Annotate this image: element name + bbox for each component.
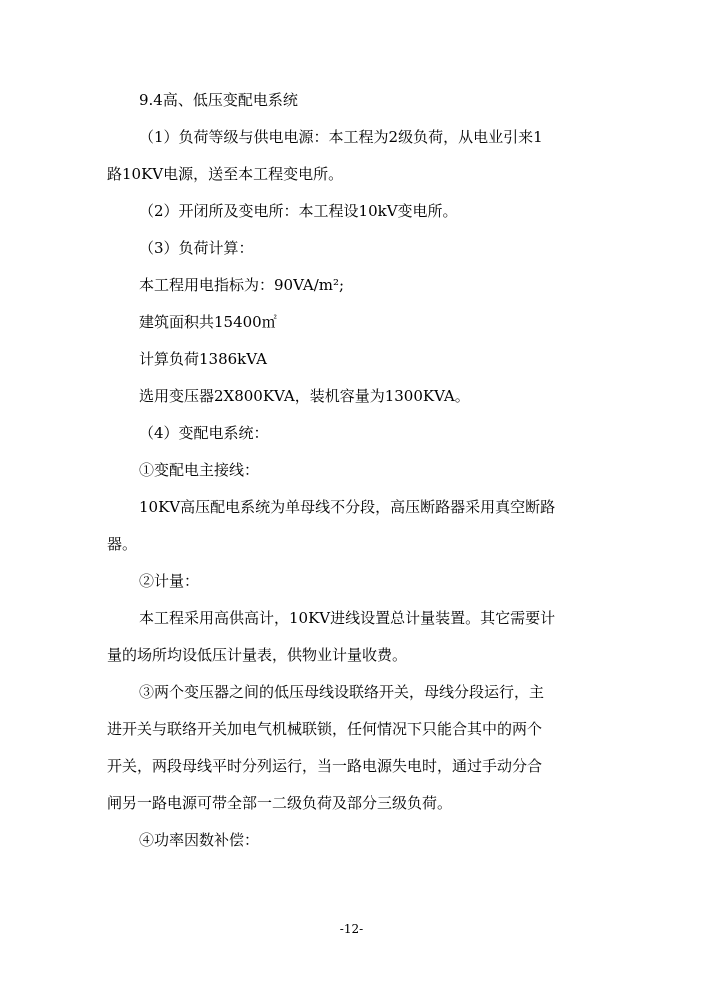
paragraph-line: ①变配电主接线： xyxy=(139,461,260,479)
paragraph-line: 开关，两段母线平时分列运行，当一路电源失电时，通过手动分合 xyxy=(107,757,543,775)
paragraph-line: 建筑面积共15400㎡ xyxy=(139,313,277,331)
paragraph-line: ③两个变压器之间的低压母线设联络开关，母线分段运行，主 xyxy=(139,683,545,701)
paragraph-line: 闸另一路电源可带全部一二级负荷及部分三级负荷。 xyxy=(107,794,453,812)
paragraph-line: 选用变压器2X800KVA，装机容量为1300KVA。 xyxy=(139,387,470,405)
paragraph-line: 计算负荷1386kVA xyxy=(139,350,267,368)
paragraph-line: 路10KV电源，送至本工程变电所。 xyxy=(107,165,344,183)
paragraph-line: （1）负荷等级与供电电源：本工程为2级负荷，从电业引来1 xyxy=(139,128,543,146)
section-heading: 9.4高、低压变配电系统 xyxy=(139,91,298,109)
page-number: -12- xyxy=(339,922,364,936)
paragraph-line: ②计量： xyxy=(139,572,200,590)
paragraph-line: ④功率因数补偿： xyxy=(139,831,260,849)
document-body xyxy=(107,86,592,863)
paragraph-line: （3）负荷计算： xyxy=(139,239,254,257)
paragraph-line: 本工程用电指标为：90VA/m²; xyxy=(139,276,345,294)
paragraph-line: （4）变配电系统： xyxy=(139,424,269,442)
paragraph-line: 进开关与联络开关加电气机械联锁，任何情况下只能合其中的两个 xyxy=(107,720,543,738)
paragraph-line: 10KV高压配电系统为单母线不分段，高压断路器采用真空断路 xyxy=(139,498,556,516)
paragraph-line: 本工程采用高供高计，10KV进线设置总计量装置。其它需要计 xyxy=(139,609,556,627)
paragraph-line: 器。 xyxy=(107,535,138,553)
paragraph-line: （2）开闭所及变电所：本工程设10kV变电所。 xyxy=(139,202,458,220)
paragraph-line: 量的场所均设低压计量表，供物业计量收费。 xyxy=(107,646,408,664)
